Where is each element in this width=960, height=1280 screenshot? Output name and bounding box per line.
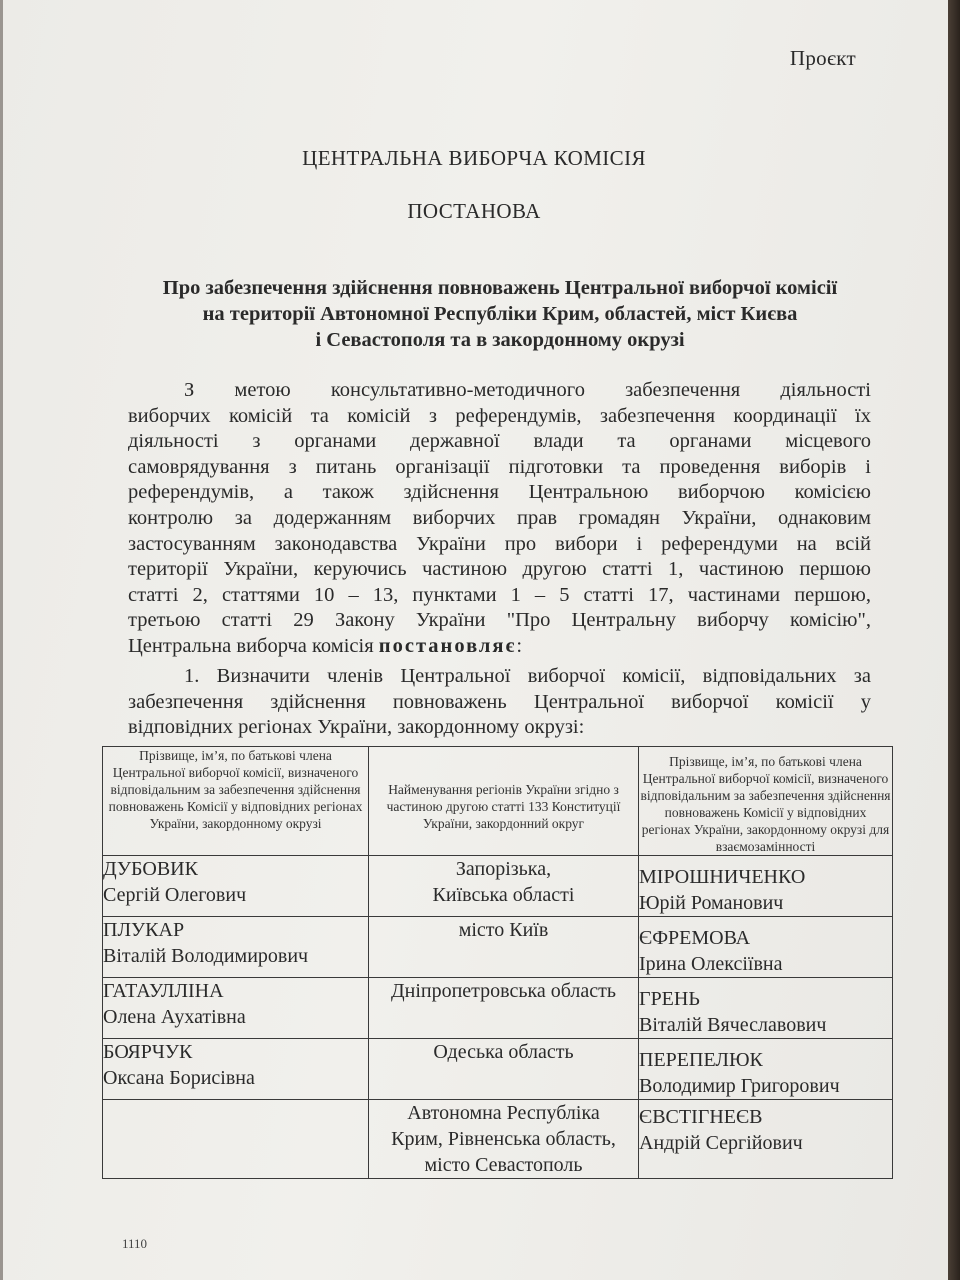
alternate-surname: МІРОШНИЧЕНКО: [639, 866, 806, 888]
point-1-line: 1. Визначити членів Центральної виборчої комісії, відповідальних за: [184, 665, 871, 687]
title-line: і Севастополя та в закордонному окрузі: [315, 329, 685, 351]
alternate-member-cell: [639, 978, 893, 1039]
preamble-line: третьою статті 29 Закону України "Про Центральну виборчу комісію",: [128, 609, 871, 632]
region-line: місто Севастополь: [424, 1154, 583, 1176]
primary-member-cell: [103, 917, 369, 978]
primary-member-cell: [103, 978, 369, 1039]
primary-given-names: Сергій Олегович: [103, 884, 247, 906]
header-responsible-member: Прізвище, ім’я, по батькові члена Центральної виборчої комісії, визначеного відповідальним за забезпечення здійснення повноважень Комісії у відповідних регіонах України, закордонному окрузі: [103, 747, 369, 856]
region-line: Запорізька,: [455, 858, 552, 880]
point-1-line: забезпечення здійснення повноважень Центральної виборчої комісії у: [128, 690, 871, 713]
alternate-surname: ЄФРЕМОВА: [639, 927, 751, 949]
preamble-line: статті 2, статтями 10 – 13, пунктами 1 – 5 статті 17, частинами першою,: [128, 583, 871, 606]
alternate-given-names: Володимир Григорович: [639, 1075, 840, 1097]
footer-code: 1110: [122, 1236, 148, 1251]
primary-member-cell: [103, 856, 369, 917]
region-line: місто Київ: [458, 919, 549, 941]
alternate-given-names: Віталій Вячеславович: [639, 1014, 827, 1036]
primary-surname: ДУБОВИК: [103, 858, 198, 880]
title-line: на території Автономної Республіки Крим, областей, міст Києва: [202, 303, 798, 325]
region-cell: [369, 978, 639, 1039]
document-type: ПОСТАНОВА: [407, 199, 541, 223]
primary-given-names: Олена Аухатівна: [103, 1006, 246, 1028]
organization-name: ЦЕНТРАЛЬНА ВИБОРЧА КОМІСІЯ: [302, 146, 646, 170]
primary-given-names: Віталій Володимирович: [103, 945, 309, 967]
preamble-line: діяльності з органами державної влади та органами місцевого: [128, 430, 871, 453]
preamble-line: території України, керуючись частиною другою статті 1, частиною першою: [128, 558, 871, 581]
point-1-line: відповідних регіонах України, закордонному окрузі:: [128, 716, 585, 739]
alternate-member-cell: [639, 856, 893, 917]
page-left-edge: [0, 0, 3, 1280]
header-regions: Найменування регіонів України згідно з частиною другою статті 133 Конституції України, закордонний округ: [369, 747, 639, 856]
table-row: [103, 1100, 893, 1179]
primary-surname: ПЛУКАР: [103, 919, 185, 941]
primary-given-names: Оксана Борисівна: [103, 1067, 255, 1089]
table-row: [103, 1039, 893, 1100]
region-cell: [369, 1100, 639, 1179]
background-surface: [948, 0, 960, 1280]
resolution-title: [110, 275, 890, 353]
resolves-colon: :: [516, 634, 523, 657]
resolves-word: постановляє: [378, 634, 517, 657]
header-alternate-member: Прізвище, ім’я, по батькові члена Центральної виборчої комісії, визначеного відповідальним за забезпечення здійснення повноважень Комісії у відповідних регіонах України, закордонному окрузі для взаємозамінності: [639, 747, 893, 856]
preamble-line: референдумів, а також здійснення Центральною виборчою комісією: [128, 481, 871, 504]
members-table: [102, 746, 893, 1179]
alternate-member-cell: [639, 1100, 893, 1179]
alternate-surname: ГРЕНЬ: [639, 988, 700, 1010]
region-line: Автономна Республіка: [407, 1102, 600, 1124]
alternate-surname: ЄВСТІГНЕЄВ: [639, 1106, 763, 1128]
region-line: Дніпропетровська область: [390, 980, 617, 1002]
region-line: Крим, Рівненська область,: [391, 1128, 616, 1150]
preamble-paragraph: [128, 378, 871, 660]
primary-surname: БОЯРЧУК: [103, 1041, 193, 1063]
alternate-member-cell: [639, 917, 893, 978]
preamble-line: застосуванням законодавства України про вибори і референдуми на всій: [128, 532, 871, 555]
alternate-given-names: Ірина Олексіївна: [639, 953, 783, 975]
region-cell: [369, 1039, 639, 1100]
title-line: Про забезпечення здійснення повноважень Центральної виборчої комісії: [162, 277, 838, 299]
table-header-row: [103, 747, 893, 856]
primary-surname: ГАТАУЛЛІНА: [103, 980, 224, 1002]
preamble-closing: [128, 634, 871, 660]
region-line: Одеська область: [433, 1041, 574, 1063]
preamble-closing-text: Центральна виборча комісія: [128, 634, 374, 657]
preamble-line: З метою консультативно-методичного забезпечення діяльності: [184, 379, 871, 401]
primary-member-cell: [103, 1039, 369, 1100]
preamble-line: контролю за додержанням виборчих прав громадян України, однаковим: [128, 506, 871, 529]
region-cell: [369, 917, 639, 978]
alternate-member-cell: [639, 1039, 893, 1100]
alternate-given-names: Юрій Романович: [639, 892, 784, 914]
table-row: [103, 917, 893, 978]
project-label: Проєкт: [789, 46, 856, 70]
table-row: [103, 856, 893, 917]
preamble-line: виборчих комісій та комісій з референдумів, забезпечення координації їх: [128, 404, 871, 427]
alternate-given-names: Андрій Сергійович: [639, 1132, 803, 1154]
alternate-surname: ПЕРЕПЕЛЮК: [639, 1049, 763, 1071]
region-cell: [369, 856, 639, 917]
primary-member-cell: [103, 1100, 369, 1179]
preamble-line: самоврядування з питань організації підготовки та проведення виборів і: [128, 455, 871, 478]
point-1-paragraph: [128, 664, 871, 741]
region-line: Київська області: [432, 884, 575, 906]
table-row: [103, 978, 893, 1039]
